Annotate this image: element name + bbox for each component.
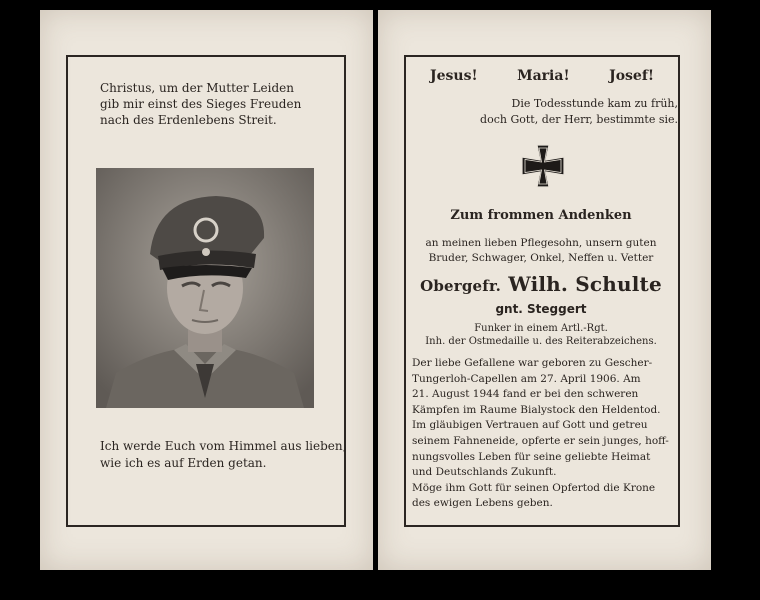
bio-line: 21. August 1944 fand er bei den schweren: [412, 388, 639, 401]
portrait-illustration: [96, 168, 314, 408]
invocation-jesus: Jesus!: [430, 68, 478, 84]
verse-line: Die Todesstunde kam zu früh,: [511, 97, 678, 110]
deceased-name: [412, 272, 670, 296]
verse-top: [100, 80, 320, 128]
verse-line: doch Gott, der Herr, bestimmte sie.: [480, 113, 678, 126]
intro-text: [412, 236, 670, 266]
verse-line: nach des Erdenlebens Streit.: [100, 113, 277, 127]
left-card-page: [40, 10, 373, 570]
verse-line: Christus, um der Mutter Leiden: [100, 81, 294, 95]
full-name: Wilh. Schulte: [508, 272, 662, 296]
bio-line: Tungerloh-Capellen am 27. April 1906. Am: [412, 372, 641, 385]
invocation-maria: Maria!: [517, 68, 570, 84]
unit-line: Inh. der Ostmedaille u. des Reiterabzeichens.: [425, 336, 657, 347]
death-hour-verse: [468, 96, 678, 128]
intro-line: Bruder, Schwager, Onkel, Neffen u. Vetter: [428, 252, 654, 264]
unit-line: Funker in einem Artl.-Rgt.: [474, 323, 608, 334]
nickname: gnt. Steggert: [495, 302, 587, 316]
memorial-heading: Zum frommen Andenken: [450, 208, 632, 223]
bio-line: nungsvolles Leben für seine geliebte Heimat: [412, 450, 651, 463]
intro-line: an meinen lieben Pflegesohn, unsern guten: [425, 237, 657, 249]
verse-line: wie ich es auf Erden getan.: [100, 456, 267, 470]
right-card-page: [378, 10, 711, 570]
invocation-row: [430, 68, 654, 84]
bio-line: des ewigen Lebens geben.: [412, 497, 553, 510]
verse-line: Ich werde Euch vom Himmel aus lieben,: [100, 439, 347, 453]
iron-cross-icon: [520, 143, 566, 189]
unit-info: [412, 322, 670, 348]
verse-line: gib mir einst des Sieges Freuden: [100, 97, 302, 111]
bio-line: Möge ihm Gott für seinen Opfertod die Krone: [412, 481, 656, 494]
bio-line: seinem Fahneneide, opferte er sein junges, hoff-: [412, 434, 669, 447]
biography: [412, 356, 670, 512]
bio-line: und Deutschlands Zukunft.: [412, 466, 557, 479]
soldier-portrait-photo: [96, 168, 314, 408]
verse-bottom: [100, 438, 347, 472]
bio-line: Im gläubigen Vertrauen auf Gott und getreu: [412, 419, 648, 432]
bio-line: Kämpfen im Raume Bialystock den Heldentod.: [412, 403, 661, 416]
invocation-josef: Josef!: [609, 68, 654, 84]
rank: Obergefr.: [420, 277, 502, 295]
bio-line: Der liebe Gefallene war geboren zu Gescher-: [412, 357, 653, 369]
